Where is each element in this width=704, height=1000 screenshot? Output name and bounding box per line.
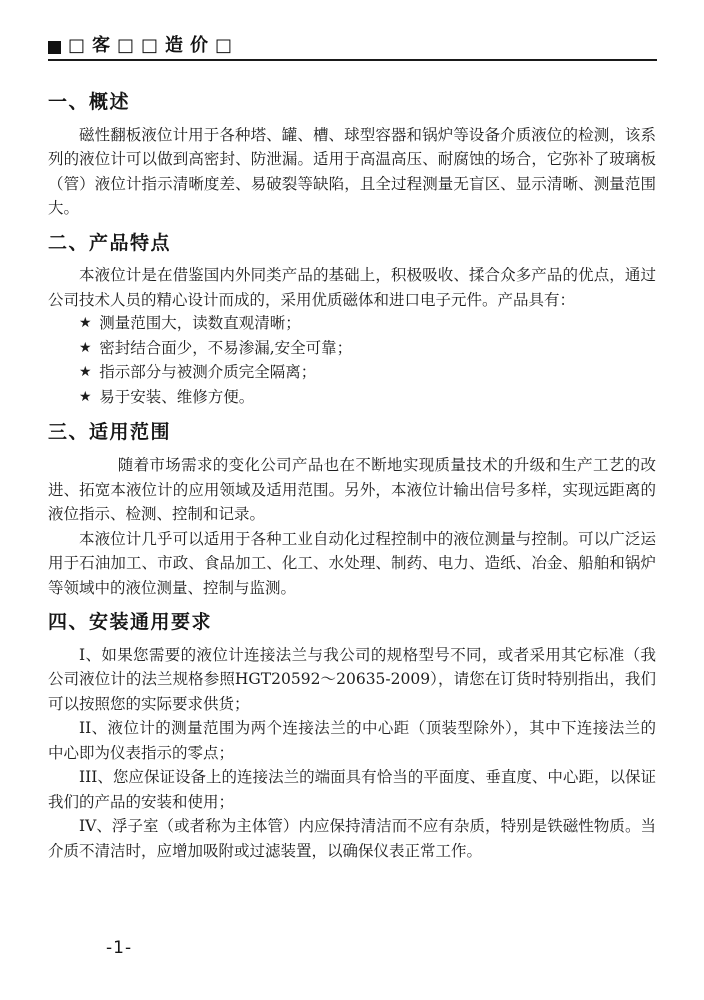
section bbox=[48, 420, 656, 600]
star-icon: ★ bbox=[79, 315, 92, 332]
feature-text: 易于安装、维修方便。 bbox=[99, 387, 255, 406]
section-title: 一、概述 bbox=[48, 91, 131, 113]
document-body bbox=[48, 80, 656, 863]
star-icon: ★ bbox=[79, 364, 92, 381]
page-header bbox=[48, 36, 657, 57]
paragraph: III、您应保证设备上的连接法兰的端面具有恰当的平面度、垂直度、中心距，以保证我们的产品的安装和使用； bbox=[48, 768, 656, 811]
paragraph: II、液位计的测量范围为两个连接法兰的中心距（顶装型除外），其中下连接法兰的中心即为仪表指示的零点； bbox=[48, 719, 656, 762]
feature-item bbox=[48, 386, 656, 411]
header-rule bbox=[48, 59, 657, 61]
star-icon: ★ bbox=[79, 388, 92, 405]
paragraph: 随着市场需求的变化公司产品也在不断地实现质量技术的升级和生产工艺的改进、拓宽本液位计的应用领域及适用范围。另外，本液位计输出信号多样，实现远距离的液位指示、检测、控制和记录。 bbox=[48, 456, 656, 524]
feature-text: 测量范围大，读数直观清晰； bbox=[99, 314, 301, 333]
feature-text: 指示部分与被测介质完全隔离； bbox=[99, 363, 317, 382]
paragraph: 磁性翻板液位计用于各种塔、罐、槽、球型容器和锅炉等设备介质液位的检测，该系列的液位计可以做到高密封、防泄漏。适用于高温高压、耐腐蚀的场合，它弥补了玻璃板（管）液位计指示清晰度差、易破裂等缺陷，且全过程测量无盲区、显示清晰、测量范围大。 bbox=[48, 125, 656, 218]
feature-text: 密封结合面少，不易渗漏,安全可靠； bbox=[99, 338, 353, 357]
section-title: 四、安装通用要求 bbox=[48, 611, 213, 634]
section-title: 二、产品特点 bbox=[48, 231, 172, 254]
section bbox=[48, 231, 656, 411]
paragraph: 本液位计几乎可以适用于各种工业自动化过程控制中的液位测量与控制。可以广泛运用于石油加工、市政、食品加工、化工、水处理、制药、电力、造纸、冶金、船舶和锅炉等领域中的液位测量、控制与监测。 bbox=[48, 529, 656, 597]
feature-item bbox=[48, 337, 656, 362]
page-number: -1- bbox=[106, 938, 133, 958]
paragraph: 本液位计是在借鉴国内外同类产品的基础上，积极吸收、揉合众多产品的优点，通过公司技术人员的精心设计而成的，采用优质磁体和进口电子元件。产品具有： bbox=[48, 266, 656, 309]
section-title: 三、适用范围 bbox=[48, 421, 172, 444]
paragraph: I、如果您需要的液位计连接法兰与我公司的规格型号不同，或者采用其它标准（我公司液位计的法兰规格参照HGT20592～20635-2009），请您在订货时特别指出，我们可以按照您的实际要求供货； bbox=[48, 645, 656, 713]
section bbox=[48, 90, 656, 221]
page-footer bbox=[106, 938, 132, 958]
paragraph: IV、浮子室（或者称为主体管）内应保持清洁而不应有杂质，特别是铁磁性物质。当介质不清洁时，应增加吸附或过滤装置，以确保仪表正常工作。 bbox=[48, 817, 656, 860]
star-icon: ★ bbox=[79, 339, 92, 356]
filled-square-icon bbox=[48, 41, 61, 54]
feature-item bbox=[48, 312, 656, 337]
feature-item bbox=[48, 361, 656, 386]
brand-logo-text: □客□□造价□ bbox=[68, 35, 240, 56]
section bbox=[48, 610, 656, 863]
